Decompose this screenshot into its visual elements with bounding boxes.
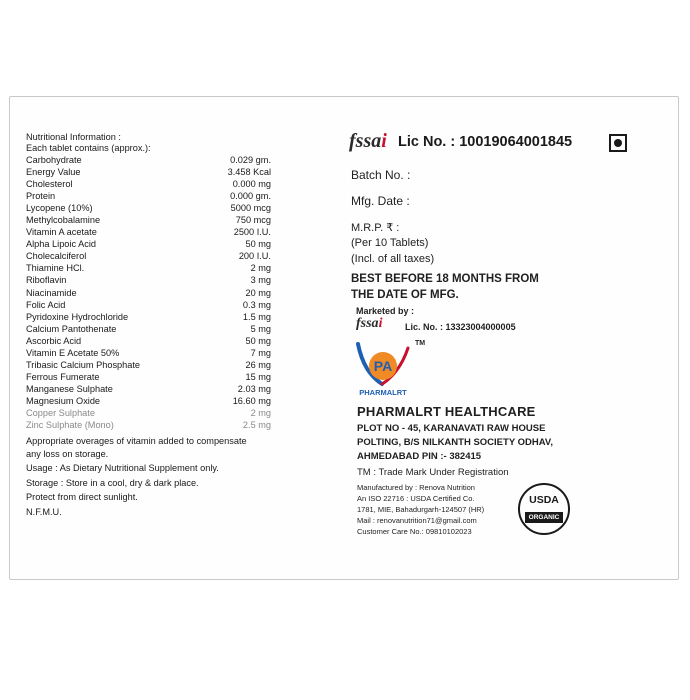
marketed-by-label: Marketed by : (356, 306, 415, 316)
nutrient-name: Pyridoxine Hydrochloride (26, 311, 129, 322)
mrp-per-pack: (Per 10 Tablets) (351, 237, 429, 249)
nutrition-row (26, 299, 271, 311)
note-line: Protect from direct sunlight. (26, 492, 138, 502)
nutrient-name: Ferrous Fumerate (26, 371, 100, 382)
nutrition-row (26, 214, 271, 226)
pharmalrt-logo-icon (352, 338, 414, 398)
nutrition-row (26, 335, 271, 347)
manufacturer-line: Mail : renovanutrition71@gmail.com (357, 516, 477, 525)
nutrient-name: Vitamin E Acetate 50% (26, 347, 120, 358)
nutrient-value: 50 mg (245, 335, 271, 346)
nutrition-row (26, 419, 271, 431)
note-line: N.F.M.U. (26, 506, 62, 517)
fssai-logo-text: fssa (356, 316, 379, 331)
best-before-line-1: BEST BEFORE 18 MONTHS FROM (351, 273, 539, 285)
nutrition-row (26, 407, 271, 419)
nutrition-row (26, 154, 271, 166)
storage-notes (26, 434, 276, 519)
nutrient-name: Zinc Sulphate (Mono) (26, 420, 114, 431)
nutrient-value: 7 mg (250, 347, 271, 358)
fssai-logo (349, 130, 387, 153)
company-address-line: AHMEDABAD PIN :- 382415 (357, 451, 482, 462)
usda-organic-seal (518, 483, 570, 535)
nutrient-value: 2 mg (250, 263, 271, 274)
usda-seal-bottom: ORGANIC (525, 512, 564, 523)
nutrient-value: 2 mg (250, 407, 271, 418)
nutrient-name: Manganese Sulphate (26, 383, 113, 394)
nutrient-name: Lycopene (10%) (26, 203, 93, 214)
pa-logo-brand: PHARMALRT (359, 388, 407, 397)
fssai-logo-i: i (378, 316, 383, 331)
mfg-date-label: Mfg. Date : (351, 194, 410, 208)
nutrition-heading: Nutritional Information : (26, 132, 121, 142)
nutrient-value: 3 mg (250, 275, 271, 286)
pa-logo-tm: TM (415, 340, 426, 347)
nutrition-row (26, 274, 271, 286)
nutrient-value: 0.000 gm. (230, 191, 271, 202)
nutrient-value: 0.3 mg (242, 299, 271, 310)
nutrition-row (26, 178, 271, 190)
nutrient-name: Carbohydrate (26, 155, 82, 165)
fssai-logo-text: fssa (349, 130, 382, 152)
nutrient-value: 2.5 mg (242, 420, 271, 431)
manufacturer-line: An ISO 22716 : USDA Certified Co. (357, 494, 475, 503)
nutrient-name: Folic Acid (26, 299, 66, 310)
nutrient-name: Magnesium Oxide (26, 395, 101, 406)
manufacturer-line: Manufactured by : Renova Nutrition (357, 483, 475, 492)
company-address-line: POLTING, B/S NILKANTH SOCIETY ODHAV, (357, 437, 553, 448)
nutrient-value: 16.60 mg (232, 395, 271, 406)
nutrient-name: Copper Sulphate (26, 407, 95, 418)
company-address-line: PLOT NO - 45, KARANAVATI RAW HOUSE (357, 423, 546, 434)
nutrient-value: 3.458 Kcal (227, 167, 271, 178)
nutrient-value: 20 mg (245, 287, 271, 298)
nutrient-value: 200 I.U. (238, 251, 271, 262)
nutrient-value: 750 mcg (235, 215, 271, 226)
nutrient-value: 50 mg (245, 239, 271, 250)
trademark-note: TM : Trade Mark Under Registration (357, 467, 509, 478)
nutrient-name: Methylcobalamine (26, 215, 101, 226)
nutrition-row (26, 287, 271, 299)
nutrition-row (26, 323, 271, 335)
nutrition-row (26, 262, 271, 274)
nutrition-row (26, 383, 271, 395)
nutrition-panel (26, 132, 271, 431)
nutrition-row (26, 166, 271, 178)
mrp-label: M.R.P. ₹ : (351, 222, 400, 234)
nutrient-value: 5 mg (250, 323, 271, 334)
marketer-license-number: Lic. No. : 13323004000005 (405, 322, 516, 332)
pa-logo-letters: PA (373, 358, 393, 374)
fssai-license-number: Lic No. : 10019064001845 (398, 134, 573, 150)
manufacturer-line: Customer Care No.: 09810102023 (357, 527, 472, 536)
nutrition-row (26, 395, 271, 407)
nutrient-value: 15 mg (245, 371, 271, 382)
nutrition-row (26, 347, 271, 359)
nutrient-value: 0.029 gm. (230, 155, 271, 165)
nutrient-name: Calcium Pantothenate (26, 323, 117, 334)
company-name: PHARMALRT HEALTHCARE (357, 404, 536, 419)
usda-seal-top: USDA (529, 494, 559, 506)
nutrition-table (26, 154, 271, 431)
nutrient-value: 0.000 mg (232, 179, 271, 190)
fssai-logo-small (356, 316, 382, 332)
batch-label: Batch No. : (351, 168, 411, 182)
fssai-logo-i: i (381, 130, 387, 152)
nutrient-name: Thiamine HCl. (26, 263, 85, 274)
nutrition-row (26, 190, 271, 202)
nutrient-name: Ascorbic Acid (26, 335, 82, 346)
note-line: Storage : Store in a cool, dry & dark place. (26, 477, 199, 488)
mrp-tax-note: (Incl. of all taxes) (351, 253, 435, 265)
nutrient-value: 2500 I.U. (233, 227, 271, 238)
note-line: Appropriate overages of vitamin added to compensate (26, 436, 247, 446)
nutrient-name: Energy Value (26, 167, 81, 178)
nutrient-name: Niacinamide (26, 287, 77, 298)
nutrient-name: Protein (26, 191, 56, 202)
nutrient-name: Vitamin A acetate (26, 227, 97, 238)
nutrient-name: Tribasic Calcium Phosphate (26, 359, 141, 370)
nutrition-row (26, 226, 271, 238)
nutrition-row (26, 238, 271, 250)
note-line: Usage : As Dietary Nutritional Supplement only. (26, 463, 219, 473)
veg-mark-icon (609, 134, 627, 152)
note-line: any loss on storage. (26, 448, 109, 459)
nutrient-value: 5000 mcg (230, 203, 271, 214)
nutrition-row (26, 202, 271, 214)
nutrient-value: 26 mg (245, 359, 271, 370)
manufacturer-line: 1781, MIE, Bahadurgarh-124507 (HR) (357, 505, 485, 514)
nutrition-row (26, 359, 271, 371)
nutrient-name: Cholesterol (26, 179, 73, 190)
nutrient-name: Riboflavin (26, 275, 67, 286)
pharmalrt-logo (352, 338, 414, 398)
nutrient-value: 1.5 mg (242, 311, 271, 322)
nutrient-value: 2.03 mg (237, 383, 271, 394)
nutrition-row (26, 371, 271, 383)
nutrition-row (26, 311, 271, 323)
nutrition-row (26, 250, 271, 262)
nutrient-name: Alpha Lipoic Acid (26, 239, 96, 250)
nutrition-subheading: Each tablet contains (approx.): (26, 142, 151, 153)
nutrient-name: Cholecalciferol (26, 251, 87, 262)
best-before-line-2: THE DATE OF MFG. (351, 289, 459, 301)
